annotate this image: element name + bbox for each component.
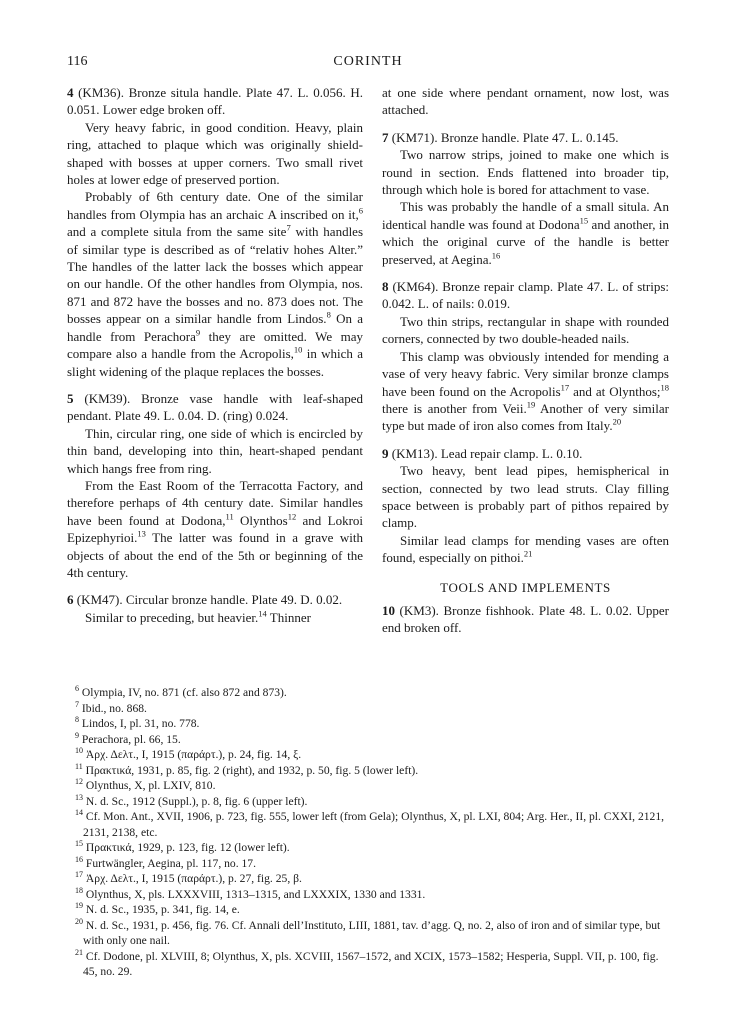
footnote-ref: 17 xyxy=(560,382,570,393)
footnote: $^{11}$ Πρακτικά, 1931, p. 85, fig. 2 (right), and 1932, p. 50, fig. 5 (lower left). xyxy=(75,761,419,777)
footnote: $^{15}$ Πρακτικά, 1929, p. 123, fig. 12 (lower left). xyxy=(75,839,290,854)
footnote: $^8$ Lindos, I, pl. 31, no. 778. xyxy=(75,715,200,730)
entry-discussion: Probably of 6th century date. One of the similar handles from Olympia has an archaic Α inscribed on it,$^6$ and a complete situla from the same site$^7$ with handles of similar type is described as of “relativ hohes Alter.” The handles of the latter lack the bosses which appear on our handle. Of the other handles from Olympia, nos. 871 and 872 have the bosses and no. 873 does not. The bosses appear on a similar handle from Lindos.$^8$ On a handle from Perachora$^9$ they are omitted. We may compare also a handle from the Acropolis,$^{10}$ in which a slight widening of the plaque replaces the bosses. xyxy=(67,189,364,379)
footnote: $^{16}$ Furtwängler, Aegina, pl. 117, no. 17. xyxy=(75,854,256,870)
footnote: $^{10}$ Ἀρχ. Δελτ., I, 1915 (παράρτ.), p. 24, fig. 14, ξ. xyxy=(75,746,302,761)
entry-title: 6 (KM47). Circular bronze handle. Plate 49. D. 0.02. xyxy=(67,592,343,608)
page-number: 116 xyxy=(67,54,88,69)
entry-number: 7 xyxy=(382,129,389,145)
entry-discussion: This was probably the handle of a small situla. An identical handle was found at Dodona$^{15}$ and another, in which the original curve of the handle is better preserved, at Aegina.$^{16}$ xyxy=(382,199,669,267)
catalogue-entry-10 xyxy=(382,602,669,637)
footnote: $^{20}$ N. d. Sc., 1931, p. 456, fig. 76. Cf. Annali dell’Instituto, LIII, 1881, tav. d’agg. Q, no. 2, also of iron and of similar type, but with only one nail. xyxy=(75,916,661,947)
footnote-ref: 12 xyxy=(287,511,297,522)
entry-description: Two narrow strips, joined to make one which is round in section. Ends flattened into broader tip, through which hole is bored for attachment to vase. xyxy=(382,147,669,198)
entry-discussion: From the East Room of the Terracotta Factory, and therefore perhaps of 4th century date. Similar handles have been found at Dodona,$^{11}$ Olynthos$^{12}$ and Lokroi Epizephyrioi.$^{13}$ The latter was found in a grave with objects of about the end of the 5th or beginning of the 4th century. xyxy=(67,477,364,580)
footnote: $^{13}$ N. d. Sc., 1912 (Suppl.), p. 8, fig. 6 (upper left). xyxy=(75,792,308,808)
footnote-ref: 20 xyxy=(612,416,622,427)
footnote-ref: 16 xyxy=(491,250,501,261)
entry-title: 10 (KM3). Bronze fishhook. Plate 48. L. 0.02. Upper end broken off. xyxy=(382,602,669,636)
left-column xyxy=(67,84,363,626)
entry-number: 5 xyxy=(67,390,74,406)
footnote-ref: 10 xyxy=(293,344,303,355)
entry-title: 4 (KM36). Bronze situla handle. Plate 47. L. 0.056. H. 0.051. Lower edge broken off. xyxy=(67,85,363,118)
entry-number: 4 xyxy=(67,85,74,100)
catalogue-entry-8 xyxy=(382,278,669,435)
entry-number: 8 xyxy=(382,279,389,295)
footnote: $^{12}$ Olynthus, X, pl. LXIV, 810. xyxy=(75,777,216,792)
catalogue-entry-4 xyxy=(67,84,363,380)
entry-title: 9 (KM13). Lead repair clamp. L. 0.10. xyxy=(382,445,583,461)
entry-title: 7 (KM71). Bronze handle. Plate 47. L. 0.145. xyxy=(382,129,619,145)
footnote: $^6$ Olympia, IV, no. 871 (cf. also 872 and 873). xyxy=(75,684,287,699)
footnote-ref: 11 xyxy=(225,511,234,522)
right-column xyxy=(382,84,669,637)
entry-discussion: This clamp was obviously intended for mending a vase of very heavy fabric. Very similar bronze clamps have been found on the Acropolis$^{17}$ and at Olynthos;$^{18}$ there is another from Veii.$^{19}$ Another of very similar type but made of iron also comes from Italy.$^{20}$ xyxy=(382,348,670,434)
catalogue-entry-9 xyxy=(382,445,669,567)
entry-number: 10 xyxy=(382,602,395,618)
footnote-ref: 21 xyxy=(523,548,533,559)
footnote: $^7$ Ibid., no. 868. xyxy=(75,699,147,715)
footnote-ref: 15 xyxy=(579,215,589,226)
entry-description: Two heavy, bent lead pipes, hemispherical in section, connected by two lead struts. Clay filling space between is probably part of pithos repaired by clamp. xyxy=(382,463,669,531)
footnote: $^{18}$ Olynthus, X, pls. LXXXVIII, 1313–1315, and LXXXIX, 1330 and 1331. xyxy=(75,885,426,901)
entry-description: Two thin strips, rectangular in shape with rounded corners, connected by two double-headed nails. xyxy=(382,313,669,347)
footnotes xyxy=(67,685,669,980)
footnote-ref: 19 xyxy=(526,399,536,410)
footnote: $^9$ Perachora, pl. 66, 15. xyxy=(75,730,181,746)
continued-text: at one side where pendant ornament, now lost, was attached. xyxy=(382,85,669,118)
footnote-ref: 7 xyxy=(286,222,291,233)
footnote-ref: 18 xyxy=(660,382,670,393)
entry-number: 9 xyxy=(382,445,389,461)
section-heading: TOOLS AND IMPLEMENTS xyxy=(440,579,611,595)
entry-title: 5 (KM39). Bronze vase handle with leaf-shaped pendant. Plate 49. L. 0.04. D. (ring) 0.024. xyxy=(67,390,363,424)
entry-title: 8 (KM64). Bronze repair clamp. Plate 47. L. of strips: 0.042. L. of nails: 0.019. xyxy=(382,279,669,312)
footnote-ref: 13 xyxy=(137,528,146,539)
running-head xyxy=(67,54,669,74)
footnote-ref: 9 xyxy=(195,327,201,338)
entry-description: Similar to preceding, but heavier.$^{14}$ Thinner xyxy=(85,608,311,625)
catalogue-entry-7 xyxy=(382,129,669,268)
entry-discussion: Similar lead clamps for mending vases are often found, especially on pithoi.$^{21}$ xyxy=(382,532,669,566)
footnote-ref: 14 xyxy=(258,608,267,619)
catalogue-entry-6 xyxy=(67,591,363,626)
entry-description: Thin, circular ring, one side of which is encircled by thin band, developing into thin, heart-shaped pendant which hangs free from ring. xyxy=(67,425,363,476)
footnote: $^{19}$ N. d. Sc., 1935, p. 341, fig. 14, e. xyxy=(75,901,240,916)
footnote-ref: 8 xyxy=(326,309,331,320)
footnote-ref: 6 xyxy=(358,205,363,216)
footnote: $^{17}$ Ἀρχ. Δελτ., I, 1915 (παράρτ.), p. 27, fig. 25, β. xyxy=(75,870,302,885)
entry-number: 6 xyxy=(67,592,74,608)
running-title: CORINTH xyxy=(333,54,403,69)
footnote: $^{14}$ Cf. Mon. Ant., XVII, 1906, p. 723, fig. 555, lower left (from Gela); Olynthus, X, pl. LXI, 804; Arg. Her., II, pl. CXXI, 2121, 2131, 2138, etc. xyxy=(75,808,665,839)
footnote: $^{21}$ Cf. Dodone, pl. XLVIII, 8; Olynthus, X, pls. XCVIII, 1567–1572, and XCIX, 1573–1582; Hesperia, Suppl. VII, p. 100, fig. 45, no. 29. xyxy=(75,947,659,978)
entry-description: Very heavy fabric, in good condition. Heavy, plain ring, attached to plaque which was originally shield-shaped with bosses at upper corners. Two small rivet holes at lower edge of preserved portion. xyxy=(67,119,363,188)
catalogue-entry-5 xyxy=(67,390,363,581)
